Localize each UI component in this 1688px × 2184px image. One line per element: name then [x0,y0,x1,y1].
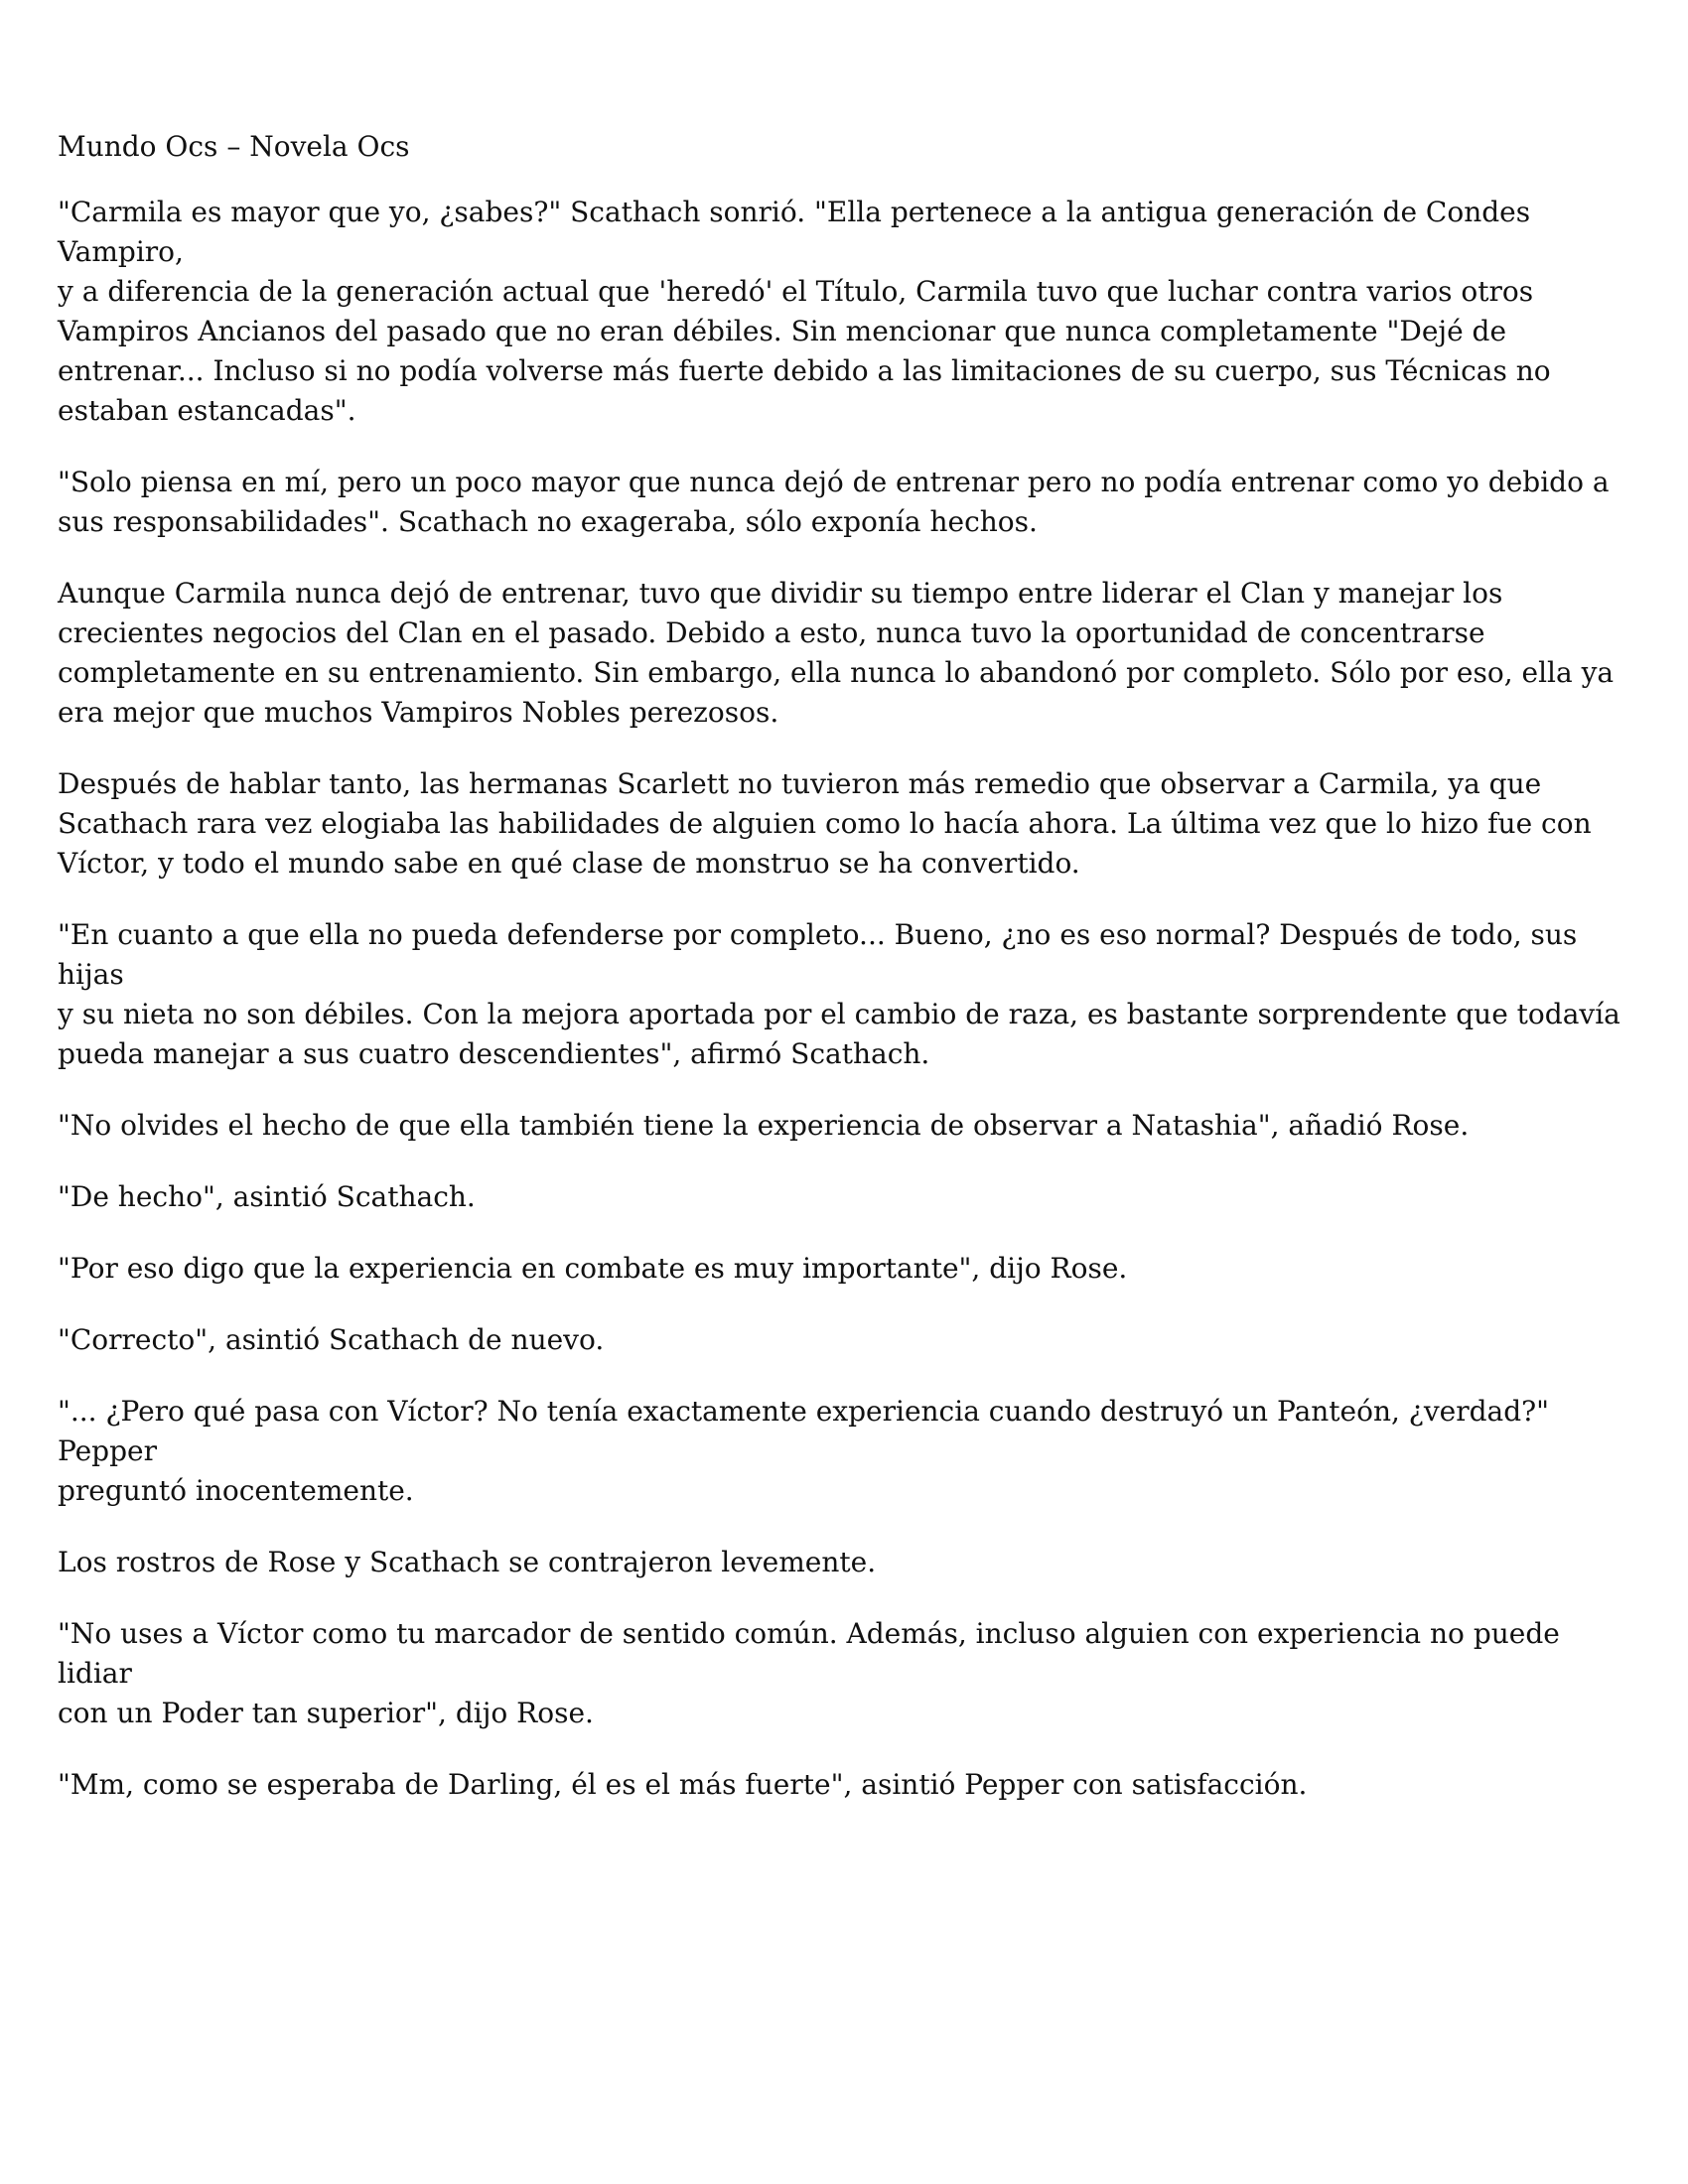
paragraph: "En cuanto a que ella no pueda defenderse por completo... Bueno, ¿no es eso normal? Después de todo, sus hijas y su nieta no son débiles. Con la mejora aportada por el cambio de raza, es bastante sorprendente que todavía pueda manejar a sus cuatro descendientes", afirmó Scathach. [58,918,1620,1070]
paragraph: Aunque Carmila nunca dejó de entrenar, tuvo que dividir su tiempo entre liderar el Clan y manejar los crecientes negocios del Clan en el pasado. Debido a esto, nunca tuvo la oportunidad de concentrarse completamente en su entrenamiento. Sin embargo, ella nunca lo abandonó por completo. Sólo por eso, ella ya era mejor que muchos Vampiros Nobles perezosos. [58,577,1615,729]
paragraph: "No uses a Víctor como tu marcador de sentido común. Además, incluso alguien con experiencia no puede lidiar con un Poder tan superior", dijo Rose. [58,1617,1560,1729]
paragraph: "Carmila es mayor que yo, ¿sabes?" Scathach sonrió. "Ella pertenece a la antigua generación de Condes Vampiro, y a diferencia de la generación actual que 'heredó' el Título, Carmila tuvo que luchar contra varios otros Vampiros Ancianos del pasado que no eran débiles. Sin mencionar que nunca completamente "Dejé de entrenar... Incluso si no podía volverse más fuerte debido a las limitaciones de su cuerpo, sus Técnicas no estaban estancadas". [58,196,1551,427]
paragraph: "De hecho", asintió Scathach. [58,1180,476,1213]
paragraph: "Solo piensa en mí, pero un poco mayor que nunca dejó de entrenar pero no podía entrenar como yo debido a sus responsabilidades". Scathach no exageraba, sólo exponía hechos. [58,466,1610,538]
paragraph: "Correcto", asintió Scathach de nuevo. [58,1323,605,1356]
paragraph: Después de hablar tanto, las hermanas Scarlett no tuvieron más remedio que observar a Carmila, ya que Scathach rara vez elogiaba las habilidades de alguien como lo hacía ahora. La última vez que lo hizo fue con Víctor, y todo el mundo sabe en qué clase de monstruo se ha convertido. [58,767,1592,880]
paragraph: "Por eso digo que la experiencia en combate es muy importante", dijo Rose. [58,1252,1128,1285]
paragraph: "No olvides el hecho de que ella también tiene la experiencia de observar a Natashia", añadió Rose. [58,1109,1470,1142]
paragraph: "Mm, como se esperaba de Darling, él es el más fuerte", asintió Pepper con satisfacción. [58,1768,1308,1801]
paragraph: "... ¿Pero qué pasa con Víctor? No tenía exactamente experiencia cuando destruyó un Panteón, ¿verdad?" Pepper preguntó inocentemente. [58,1395,1550,1507]
paragraph: Los rostros de Rose y Scathach se contrajeron levemente. [58,1546,877,1578]
document-body [58,127,1636,1837]
page-header: Mundo Ocs – Novela Ocs [58,130,410,163]
